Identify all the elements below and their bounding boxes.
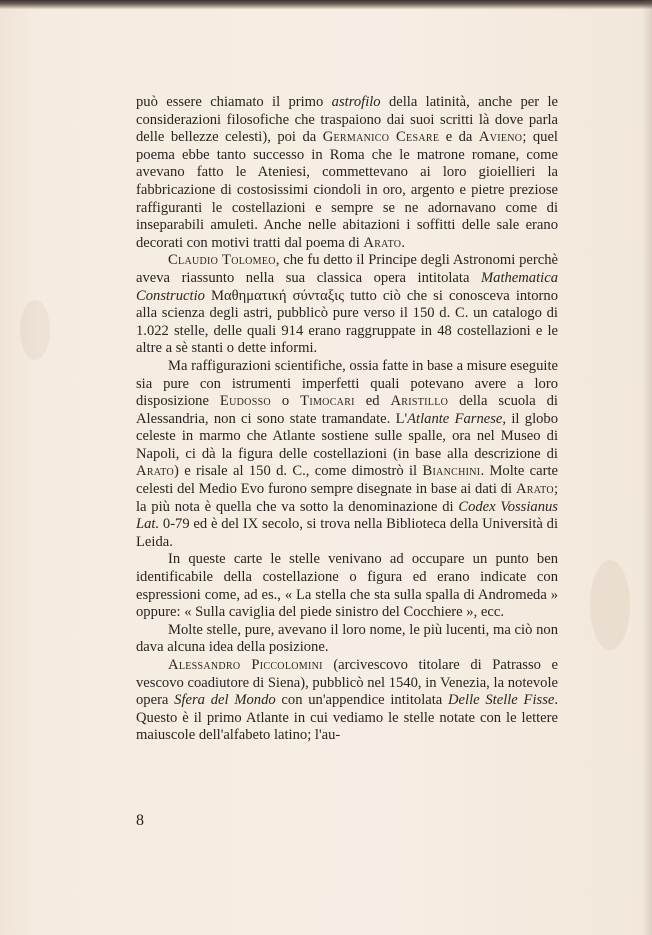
- proper-name: Bianchini: [422, 463, 481, 480]
- italic-text: Sfera del Mondo: [174, 692, 276, 709]
- text-run: ; quel poema ebbe tanto successo in Roma che le matrone romane, come avevano fatto le Ateniesi, commettevano ai loro gioiellieri la fabbricazione di costosissimi ciondoli in oro, argento e pietre preziose raffiguranti le costellazioni e sempre se ne adornavano come di inseparabili amuleti. Anche nelle abitazioni i soffitti delle sale erano decorati con motivi tratti dal poema di: [136, 129, 558, 251]
- text-run: con un'appendice intitolata: [275, 692, 449, 709]
- proper-name: Arato: [363, 234, 402, 251]
- text-run: della scuola di Alessandria, non ci sono state tramandate. L': [136, 393, 558, 427]
- proper-name: Avieno: [478, 129, 523, 146]
- proper-name: Timocari: [300, 393, 355, 410]
- text-run: . Molte carte celesti del Medio Evo furono sempre disegnate in base ai dati di: [136, 463, 558, 498]
- text-run: ; la più nota è quella che va sotto la denominazione di: [136, 481, 558, 515]
- italic-text: Mathematica Constructio: [136, 269, 558, 304]
- text-run: 0-79 ed è del IX secolo, si trova nella Biblioteca della Università di Leida.: [136, 516, 558, 550]
- paper-stain: [20, 300, 50, 360]
- page-right-edge: [642, 0, 652, 935]
- paragraph: [136, 657, 558, 745]
- text-run: Molte stelle, pure, avevano il loro nome, le più lucenti, ma ciò non dava alcuna idea della posizione.: [136, 621, 558, 656]
- paragraph: [136, 622, 558, 657]
- italic-text: Delle Stelle Fisse: [448, 692, 555, 709]
- text-run: In queste carte le stelle venivano ad occupare un punto ben identificabile della costellazione o figura ed erano indicate con espressioni come, ad es., « La stella che sta sulla spalla di Andromeda » oppure: « Sulla caviglia del piede sinistro del Cocchiere », ecc.: [136, 551, 558, 621]
- text-run: , che fu detto il Principe degli Astronomi perchè aveva riassunto nella sua classica opera intitolata: [136, 252, 559, 286]
- proper-name: Eudosso: [219, 393, 271, 410]
- text-run: (arcivescovo titolare di Patrasso e vescovo coadiutore di Siena), pubblicò nel 1540, in Venezia, la notevole opera: [136, 657, 559, 709]
- paragraph: [136, 358, 558, 552]
- body-text: [136, 94, 558, 745]
- paragraph: [136, 551, 558, 621]
- paragraph: [136, 94, 558, 252]
- page-top-edge: [0, 0, 652, 9]
- text-run: Μαθηματική σύνταξις tutto ciò che si conosceva intorno alla scienza degli astri, pubblicò pure verso il 150 d. C. un catalogo di 1.022 stelle, delle quali 914 erano raggruppate in 48 costellazioni e le altre a sè stanti o dette informi.: [136, 287, 558, 357]
- italic-text: Atlante Farnese: [407, 410, 503, 427]
- proper-name: Claudio Tolomeo: [168, 252, 276, 269]
- text-run: ) e risale al 150 d. C., come dimostrò il: [173, 463, 423, 480]
- text-run: può essere chiamato il primo: [136, 94, 332, 110]
- italic-text: Codex Vossianus Lat.: [136, 498, 558, 533]
- page-number: 8: [136, 812, 144, 829]
- proper-name: Arato: [136, 463, 174, 480]
- proper-name: Alessandro Piccolomini: [168, 657, 323, 673]
- paragraph: [136, 252, 558, 358]
- text-run: ed: [354, 393, 391, 410]
- italic-text: astrofilo: [331, 94, 381, 110]
- text-run: o: [270, 393, 301, 410]
- proper-name: Germanico Cesare: [322, 129, 440, 146]
- proper-name: Arato: [515, 481, 554, 498]
- text-run: .: [401, 234, 405, 251]
- text-run: della latinità, anche per le considerazioni filosofiche che traspaiono dai suoi scritti là dove parla delle bellezze celesti), poi da: [136, 94, 558, 146]
- text-run: . Questo è il primo Atlante in cui vediamo le stelle notate con le lettere maiuscole dell'alfabeto latino; l'au-: [136, 692, 559, 744]
- text-run: Ma raffigurazioni scientifiche, ossia fatte in base a misure eseguite sia pure con istrumenti imperfetti quali potevano avere a loro disposizione: [136, 357, 558, 410]
- paper-stain: [590, 560, 630, 650]
- text-run: , il globo celeste in marmo che Atlante sostiene sulle spalle, ora nel Museo di Napoli, ci dà la figura delle costellazioni (in base alla descrizione di: [136, 410, 559, 462]
- proper-name: Aristillo: [390, 393, 449, 410]
- text-run: e da: [439, 129, 479, 146]
